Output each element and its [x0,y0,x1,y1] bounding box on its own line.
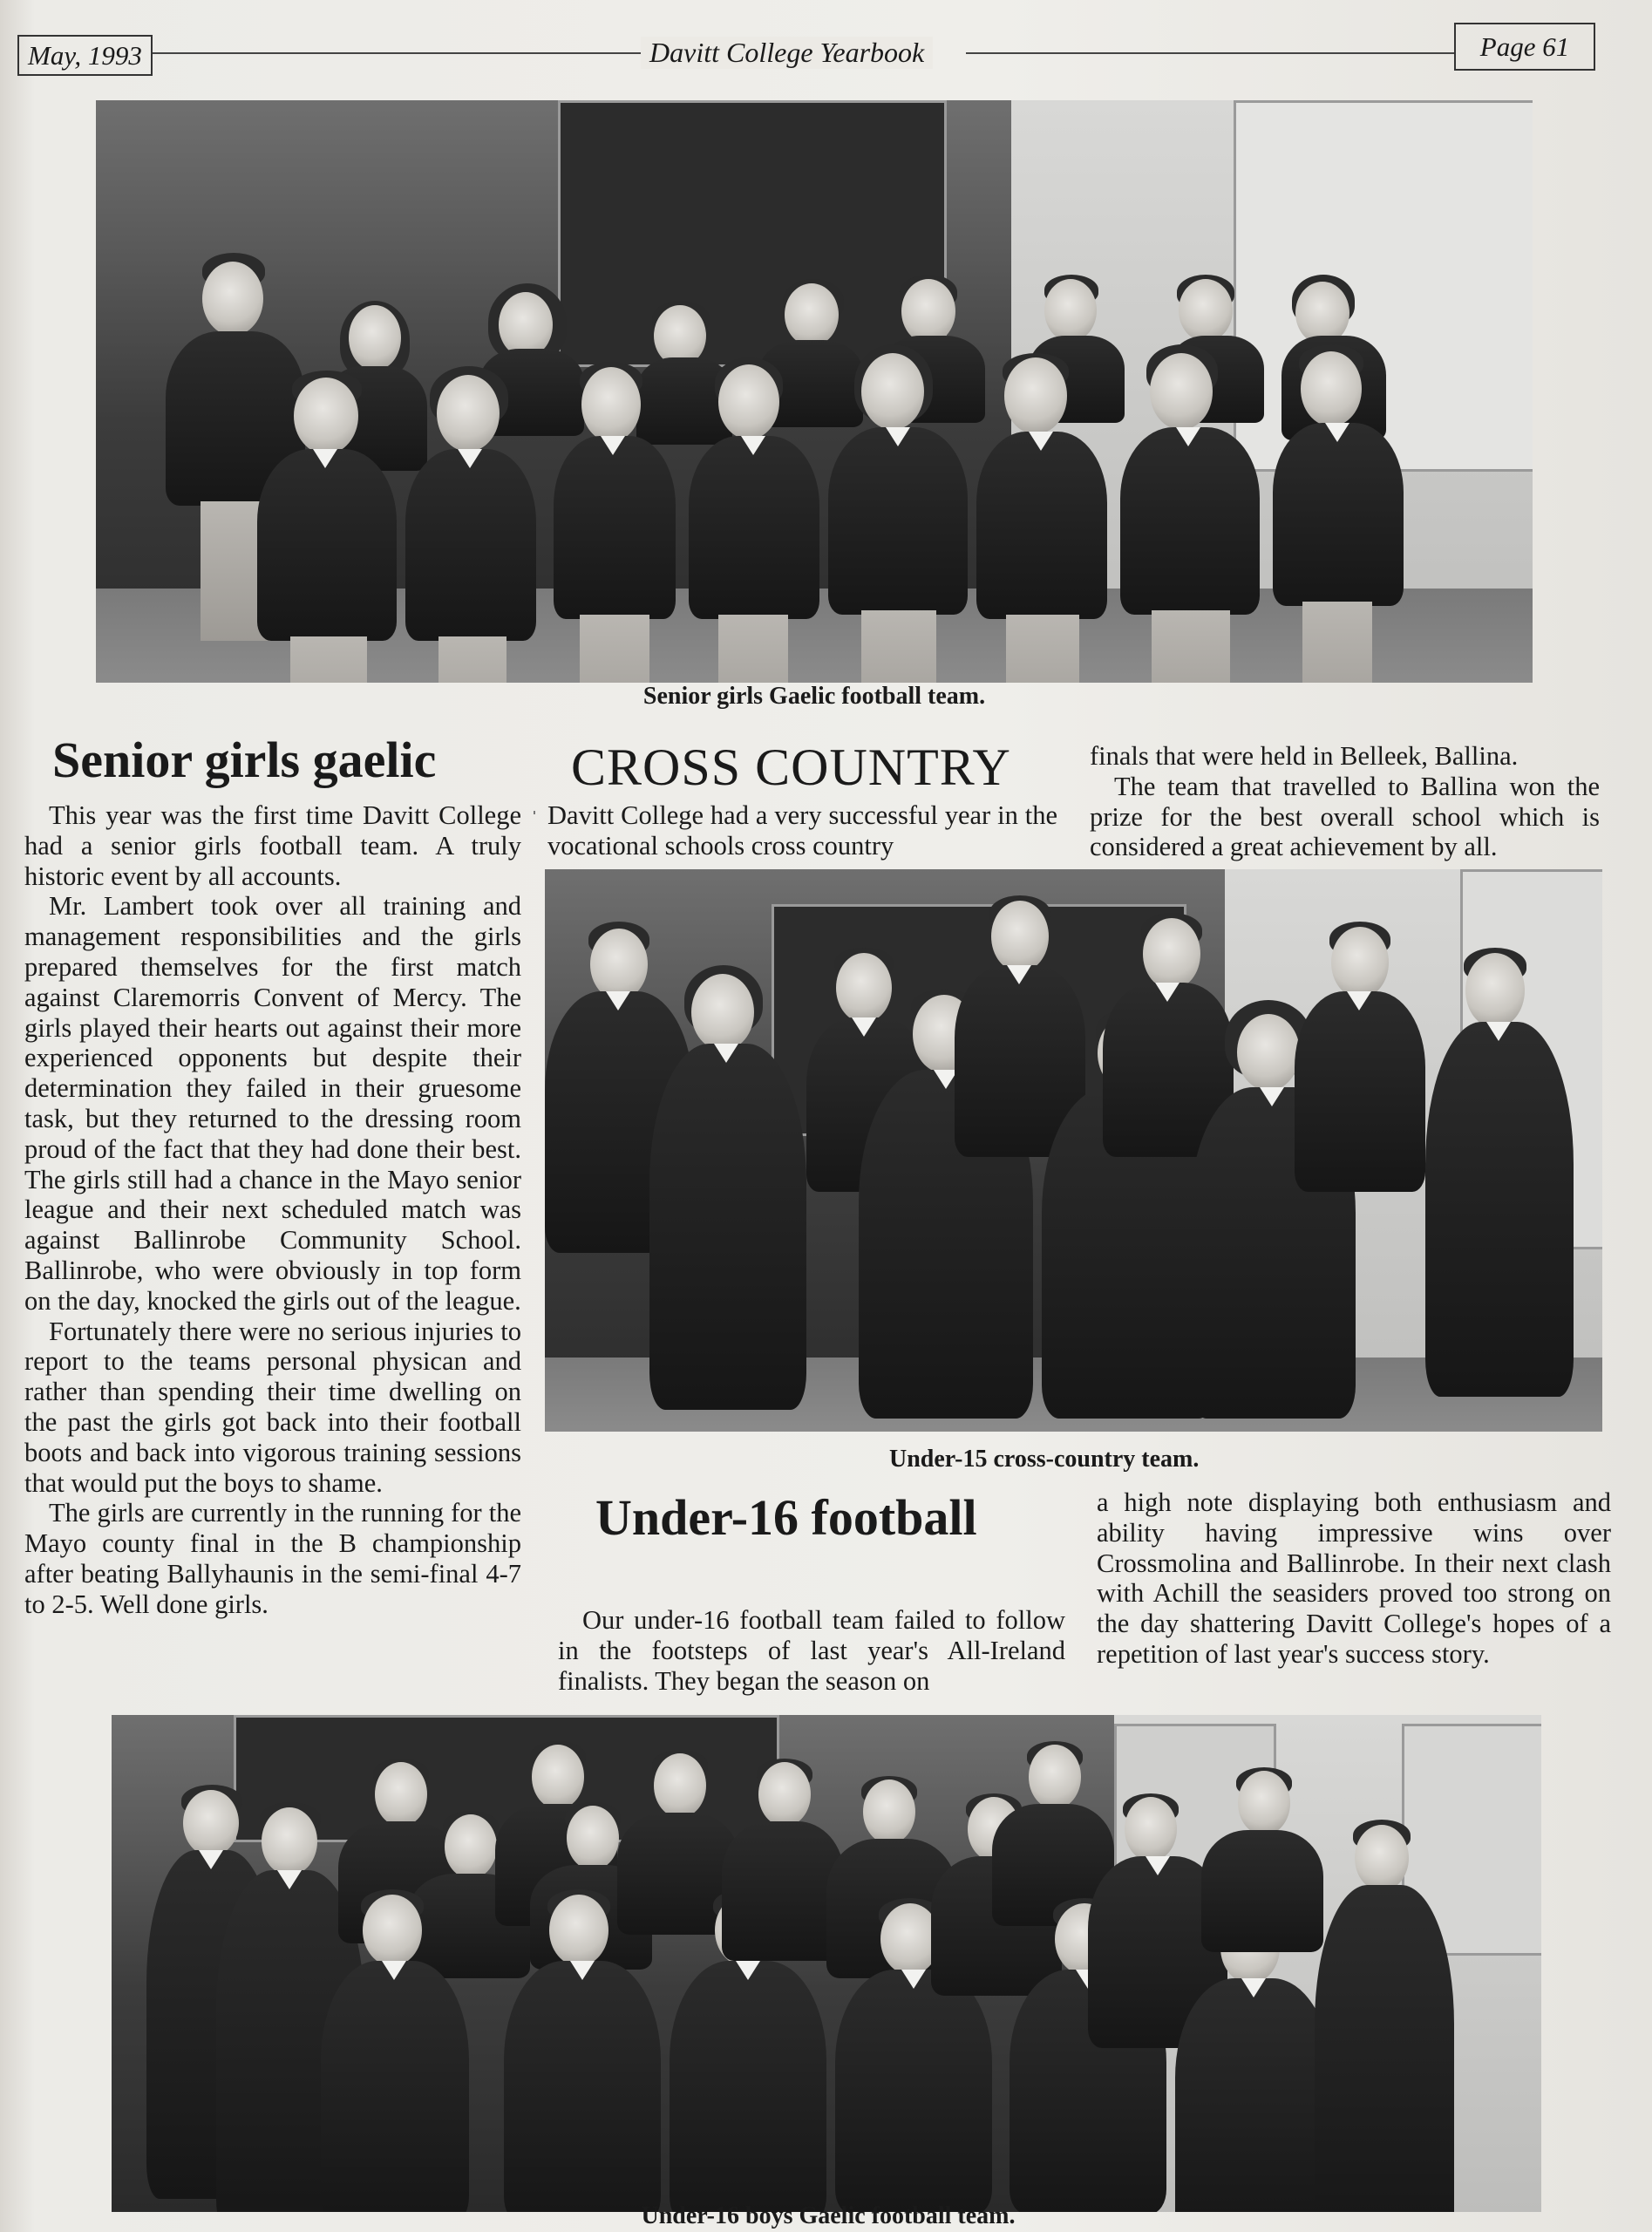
senior-girls-paragraph: The girls are currently in the running for the Mayo county final in the B championship after beating Ballyhaunis in the semi-final 4-7 to 2-5. Well done girls. [24,1498,521,1619]
under16-col1: Our under-16 football team failed to follow in the footsteps of last year's All-Ireland finalists. They began the season on [558,1605,1065,1696]
cross-country-col2 [1090,741,1600,862]
cross-country-paragraph: The team that travelled to Ballina won the prize for the best overall school which is considered a great achievement by all. [1090,771,1600,862]
senior-girls-heading: Senior girls gaelic [52,732,437,788]
senior-girls-paragraph: Fortunately there were no serious injuries to report to the teams personal physican and rather than spending their time dwelling on the past the girls got back into their football boots and back into vigorous training sessions that would put the boys to shame. [24,1316,521,1498]
under16-heading: Under-16 football [595,1489,977,1546]
senior-girls-body [24,800,521,1620]
cross-country-heading: CROSS COUNTRY [571,738,1011,796]
header-rule-left [153,52,641,54]
senior-girls-photo [96,100,1533,683]
cross-country-paragraph: finals that were held in Belleek, Ballina. [1090,741,1519,771]
header-date: May, 1993 [17,35,153,76]
header-publication: Davitt College Yearbook [641,37,933,69]
cross-country-caption: Under-15 cross-country team. [889,1446,1200,1473]
header-page-number: Page 61 [1454,23,1595,71]
under16-col2: a high note displaying both enthusiasm and ability having impressive wins over Crossmolina and Ballinrobe. In their next clash with Achill the seasiders proved too strong on the day shattering Davitt College's hopes of a repetition of last year's success story. [1097,1487,1611,1669]
header-rule-right [966,52,1454,54]
column-divider [534,811,535,814]
senior-girls-paragraph: This year was the first time Davitt College had a senior girls football team. A truly historic event by all accounts. [24,800,521,891]
cross-country-photo [545,869,1602,1432]
senior-girls-caption: Senior girls Gaelic football team. [642,683,986,710]
senior-girls-paragraph: Mr. Lambert took over all training and management responsibilities and the girls prepared themselves for the first match against Claremorris Convent of Mercy. The girls played their hearts out against their more experienced opponents but despite their determination they failed in their gruesome task, but they returned to the dressing room proud of the fact that they had done their best. The girls still had a chance in the Mayo senior league and their next scheduled match was against Ballinrobe Community School. Ballinrobe, who were obviously in top form on the day, knocked the girls out of the league. [24,891,521,1316]
under16-caption: Under-16 boys Gaelic football team. [641,2202,1016,2229]
cross-country-col1: Davitt College had a very successful year in the vocational schools cross country [547,800,1057,861]
under16-photo [112,1715,1541,2212]
